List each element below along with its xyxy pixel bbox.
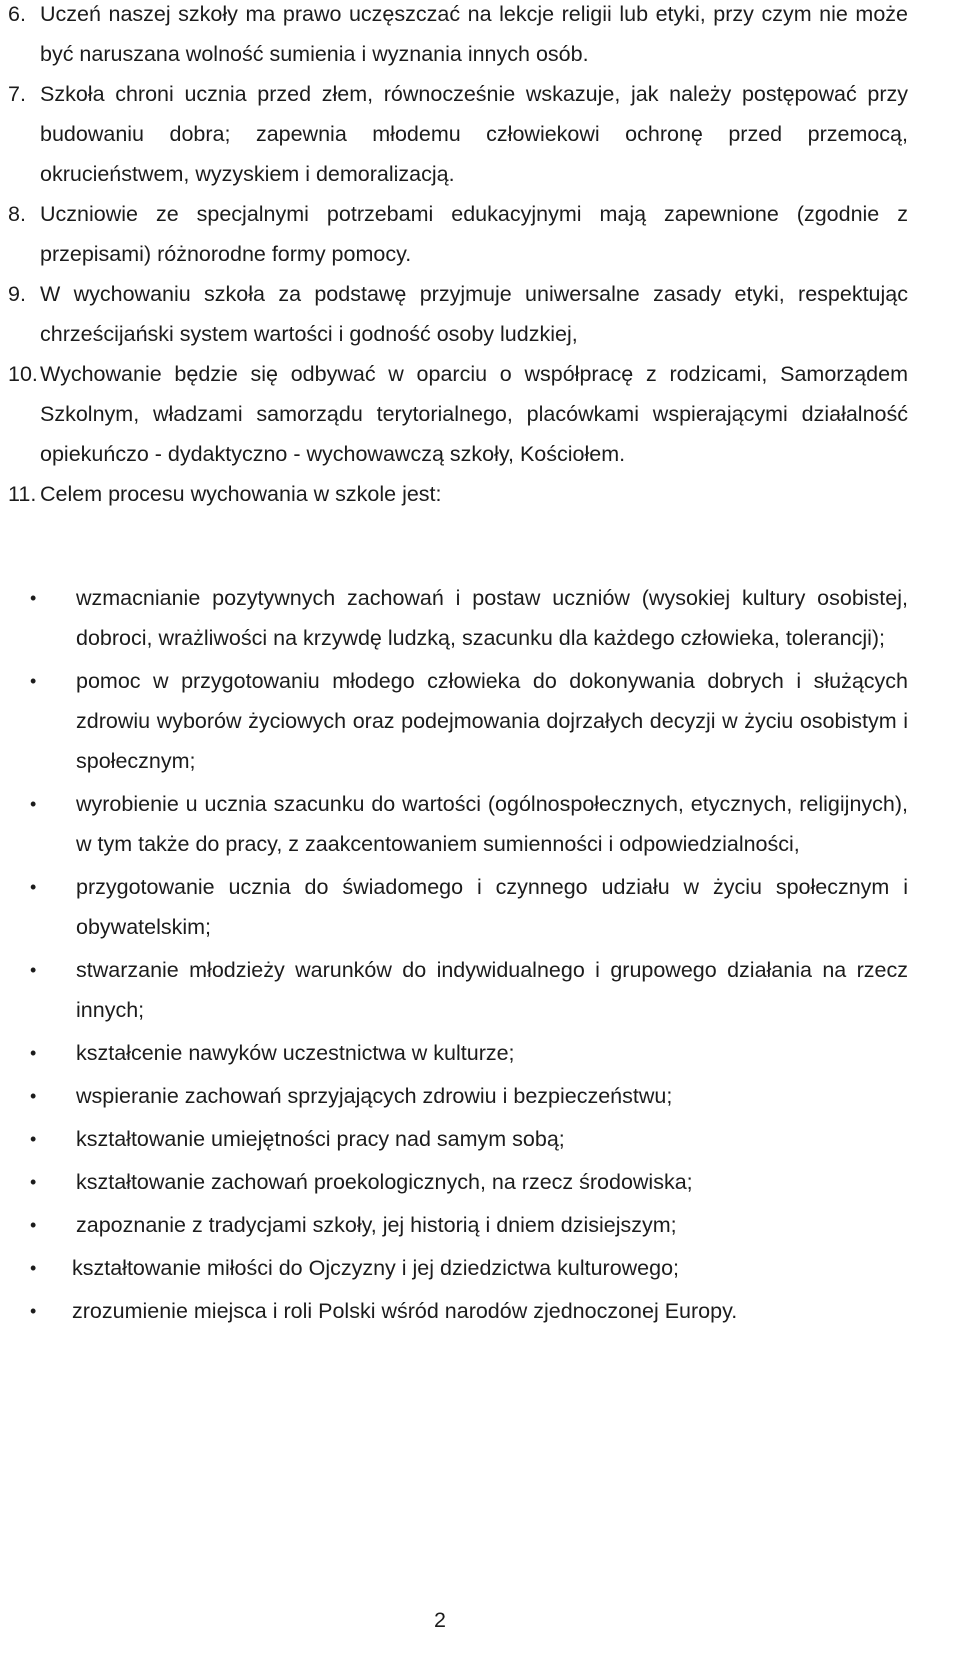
bullet-text: wspieranie zachowań sprzyjających zdrowiu i bezpieczeństwu; [76,1084,673,1108]
item-text: Uczeń naszej szkoły ma prawo uczęszczać na lekcje religii lub etyki, przy czym nie może być naruszana wolność sumienia i wyznania innych osób. [40,2,908,66]
bullet-text: kształtowanie miłości do Ojczyzny i jej dziedzictwa kulturowego; [72,1256,680,1280]
bullet-item [30,1076,908,1116]
bullet-item [30,1205,908,1245]
bullet-text: zapoznanie z tradycjami szkoły, jej historią i dniem dzisiejszym; [76,1213,677,1237]
item-text: Uczniowie ze specjalnymi potrzebami edukacyjnymi mają zapewnione (zgodnie z przepisami) różnorodne formy pomocy. [40,202,908,266]
bullet-item [30,578,908,658]
bullet-text: kształcenie nawyków uczestnictwa w kulturze; [76,1041,515,1065]
bullet-icon: • [30,588,37,608]
bullet-item [30,1248,908,1288]
bullet-item [30,867,908,947]
bullet-text: przygotowanie ucznia do świadomego i czynnego udziału w życiu społecznym i obywatelskim; [76,875,908,939]
numbered-list [8,0,908,514]
item-number: 11. [8,482,37,506]
numbered-item [8,354,908,474]
bullet-item [30,784,908,864]
bullet-text: wyrobienie u ucznia szacunku do wartości (ogólnospołecznych, etycznych, religijnych), w tym także do pracy, z zaakcentowaniem sumienności i odpowiedzialności, [76,792,908,856]
item-number: 8. [8,202,26,226]
bullet-icon: • [30,1215,37,1235]
bullet-text: kształtowanie umiejętności pracy nad samym sobą; [76,1127,565,1151]
bullet-text: wzmacnianie pozytywnych zachowań i postaw uczniów (wysokiej kultury osobistej, dobroci, wrażliwości na krzywdę ludzką, szacunku dla każdego człowieka, tolerancji); [76,586,908,650]
bullet-item [30,1119,908,1159]
bullet-icon: • [30,1129,37,1149]
numbered-item [8,74,908,194]
bullet-item [30,950,908,1030]
bullet-text: pomoc w przygotowaniu młodego człowieka do dokonywania dobrych i służących zdrowiu wyborów życiowych oraz podejmowania dojrzałych decyzji w życiu osobistym i społecznym; [76,669,908,773]
bullet-icon: • [30,794,37,814]
bullet-icon: • [30,1086,37,1106]
numbered-item [8,274,908,354]
bullet-item [30,661,908,781]
item-text: Celem procesu wychowania w szkole jest: [40,482,442,506]
bullet-list [30,578,908,1332]
item-text: W wychowaniu szkoła za podstawę przyjmuje uniwersalne zasady etyki, respektując chrześcijański system wartości i godność osoby ludzkiej, [40,282,908,346]
item-text: Wychowanie będzie się odbywać w oparciu o współpracę z rodzicami, Samorządem Szkolnym, władzami samorządu terytorialnego, placówkami wspierającymi działalność opiekuńczo - dydaktyczno - wychowawczą szkoły, Kościołem. [40,362,908,466]
bullet-icon: • [30,1043,37,1063]
bullet-text: kształtowanie zachowań proekologicznych, na rzecz środowiska; [76,1170,693,1194]
bullet-icon: • [30,671,37,691]
bullet-icon: • [30,960,37,980]
numbered-item [8,474,908,514]
bullet-item [30,1291,908,1331]
item-number: 9. [8,282,26,306]
bullet-icon: • [30,1258,37,1278]
item-number: 10. [8,362,38,386]
item-number: 7. [8,82,26,106]
numbered-item [8,0,908,74]
item-number: 6. [8,2,26,26]
numbered-item [8,194,908,274]
page-number: 2 [434,1608,446,1632]
bullet-item [30,1162,908,1202]
bullet-icon: • [30,877,37,897]
bullet-icon: • [30,1172,37,1192]
bullet-text: stwarzanie młodzieży warunków do indywidualnego i grupowego działania na rzecz innych; [76,958,908,1022]
bullet-text: zrozumienie miejsca i roli Polski wśród narodów zjednoczonej Europy. [72,1299,738,1323]
item-text: Szkoła chroni ucznia przed złem, równocześnie wskazuje, jak należy postępować przy budowaniu dobra; zapewnia młodemu człowiekowi ochronę przed przemocą, okrucieństwem, wyzyskiem i demoralizacją. [40,82,908,186]
bullet-icon: • [30,1301,37,1321]
bullet-item [30,1033,908,1073]
